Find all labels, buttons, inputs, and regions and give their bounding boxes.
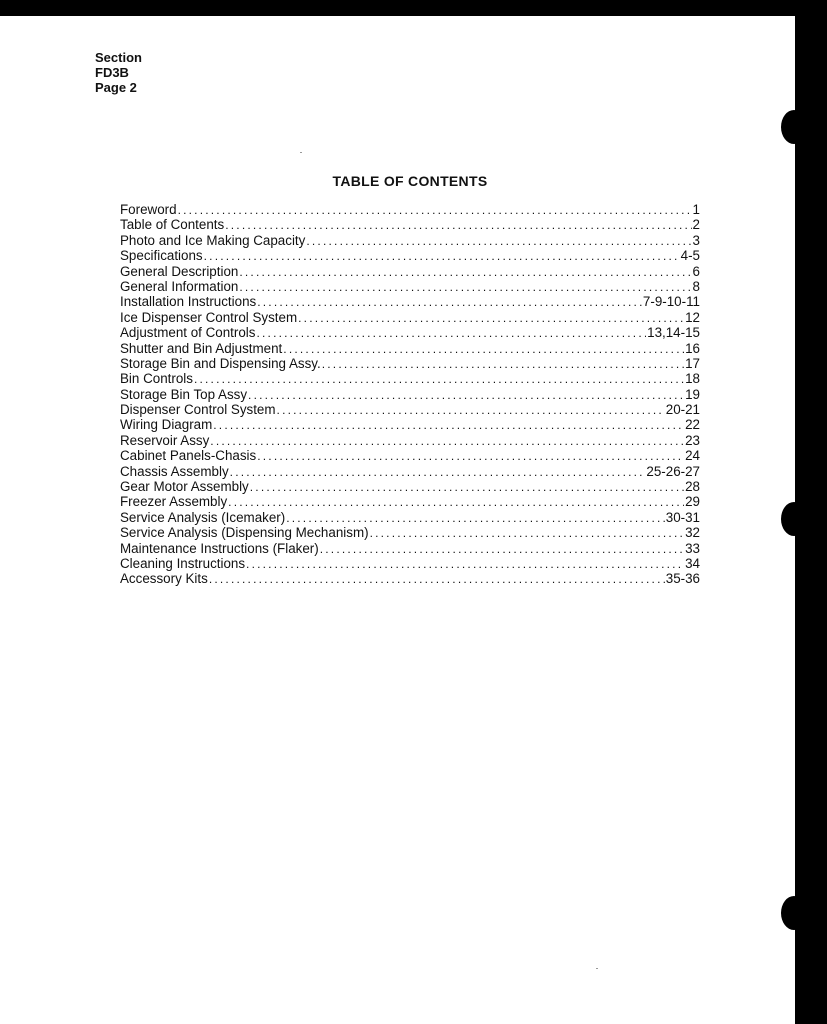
toc-entry-label: Service Analysis (Dispensing Mechanism) [120,525,369,541]
toc-entry-page: 17 [685,355,700,371]
toc-entry-label: Specifications [120,248,203,264]
dot-leader [246,557,684,571]
toc-entry-label: Cleaning Instructions [120,555,246,571]
toc-entry [120,387,700,402]
toc-entry [120,433,700,448]
dot-leader [277,403,665,417]
binder-hole [781,896,807,930]
toc-entry-label: Adjustment of Controls [120,325,256,341]
section-label: Section [95,50,142,65]
toc-entry-page: 6 [692,263,700,279]
dot-leader [225,218,691,232]
toc-entry [120,310,700,325]
toc-entry-page: 30-31 [665,509,700,525]
toc-entry-label: Cabinet Panels-Chasis [120,448,257,464]
toc-list [120,202,700,587]
toc-entry-label: Table of Contents [120,217,225,233]
toc-entry [120,464,700,479]
toc-entry-label: Gear Motor Assembly [120,479,249,495]
toc-entry [120,264,700,279]
toc-entry-page: 13,14-15 [647,325,700,341]
dot-leader [194,372,684,386]
toc-entry-page: 34 [685,555,700,571]
toc-entry-page: 19 [685,386,700,402]
toc-entry-label: Photo and Ice Making Capacity [120,232,306,248]
toc-entry-label: Shutter and Bin Adjustment [120,340,283,356]
toc-entry [120,371,700,386]
dot-leader [248,388,684,402]
toc-entry [120,541,700,556]
toc-entry [120,356,700,371]
toc-entry [120,571,700,586]
toc-entry-label: Bin Controls [120,371,193,387]
toc-entry-page: 24 [685,448,700,464]
dot-leader [210,434,684,448]
toc-entry [120,494,700,509]
toc-entry [120,417,700,432]
toc-entry-page: 12 [685,309,700,325]
scan-speck [596,968,598,969]
toc-entry [120,510,700,525]
toc-entry [120,402,700,417]
dot-leader [204,249,680,263]
dot-leader [250,480,684,494]
toc-entry-label: Freezer Assembly [120,494,228,510]
dot-leader [283,342,684,356]
toc-entry [120,233,700,248]
scan-speck [300,152,302,153]
toc-entry-page: 28 [685,479,700,495]
toc-entry-label: General Description [120,263,239,279]
dot-leader [230,465,646,479]
toc-entry-page: 23 [685,432,700,448]
toc-entry-label: Maintenance Instructions (Flaker) [120,540,319,556]
toc-entry [120,556,700,571]
toc-entry [120,202,700,217]
toc-entry [120,448,700,463]
dot-leader [298,311,684,325]
binder-hole [781,110,807,144]
section-code: FD3B [95,65,129,80]
toc-entry [120,294,700,309]
toc-entry [120,217,700,232]
page-number: Page 2 [95,80,137,95]
dot-leader [239,280,691,294]
dot-leader [322,357,684,371]
toc-entry [120,525,700,540]
dot-leader [306,234,691,248]
dot-leader [209,572,665,586]
toc-entry-label: Chassis Assembly [120,463,229,479]
document-page [0,16,795,1024]
toc-entry-page: 29 [685,494,700,510]
dot-leader [257,295,642,309]
toc-entry-label: Storage Bin and Dispensing Assy. [120,355,321,371]
toc-entry-page: 1 [692,202,700,217]
toc-entry-page: 20-21 [665,402,700,418]
toc-entry-label: Service Analysis (Icemaker) [120,509,286,525]
toc-entry-label: Ice Dispenser Control System [120,309,298,325]
toc-entry [120,325,700,340]
toc-entry-page: 2 [692,217,700,233]
dot-leader [370,526,685,540]
toc-entry-page: 4-5 [680,248,700,264]
toc-entry-label: Accessory Kits [120,571,208,587]
toc-entry-label: Storage Bin Top Assy [120,386,248,402]
toc-entry-page: 33 [685,540,700,556]
toc-entry-page: 3 [692,232,700,248]
toc-entry [120,479,700,494]
section-header [95,50,142,95]
toc-entry-page: 35-36 [665,571,700,587]
toc-entry-label: Wiring Diagram [120,417,213,433]
dot-leader [256,326,646,340]
toc-entry [120,341,700,356]
toc-entry-page: 32 [685,525,700,541]
toc-entry-label: Foreword [120,202,177,217]
toc-entry [120,248,700,263]
toc-title: TABLE OF CONTENTS [332,173,488,189]
toc-entry-label: General Information [120,278,239,294]
dot-leader [178,203,692,217]
dot-leader [286,511,665,525]
toc-entry-page: 25-26-27 [646,463,700,479]
dot-leader [239,265,691,279]
dot-leader [213,418,684,432]
toc-entry-label: Installation Instructions [120,294,257,310]
binder-hole [781,502,807,536]
toc-entry-page: 7-9-10-11 [642,294,700,310]
toc-entry-page: 8 [692,278,700,294]
toc-entry-page: 16 [685,340,700,356]
toc-entry-page: 22 [685,417,700,433]
dot-leader [320,542,684,556]
toc-entry-label: Reservoir Assy [120,432,210,448]
toc-entry-page: 18 [685,371,700,387]
dot-leader [257,449,684,463]
toc-entry [120,279,700,294]
dot-leader [228,495,684,509]
toc-entry-label: Dispenser Control System [120,402,276,418]
